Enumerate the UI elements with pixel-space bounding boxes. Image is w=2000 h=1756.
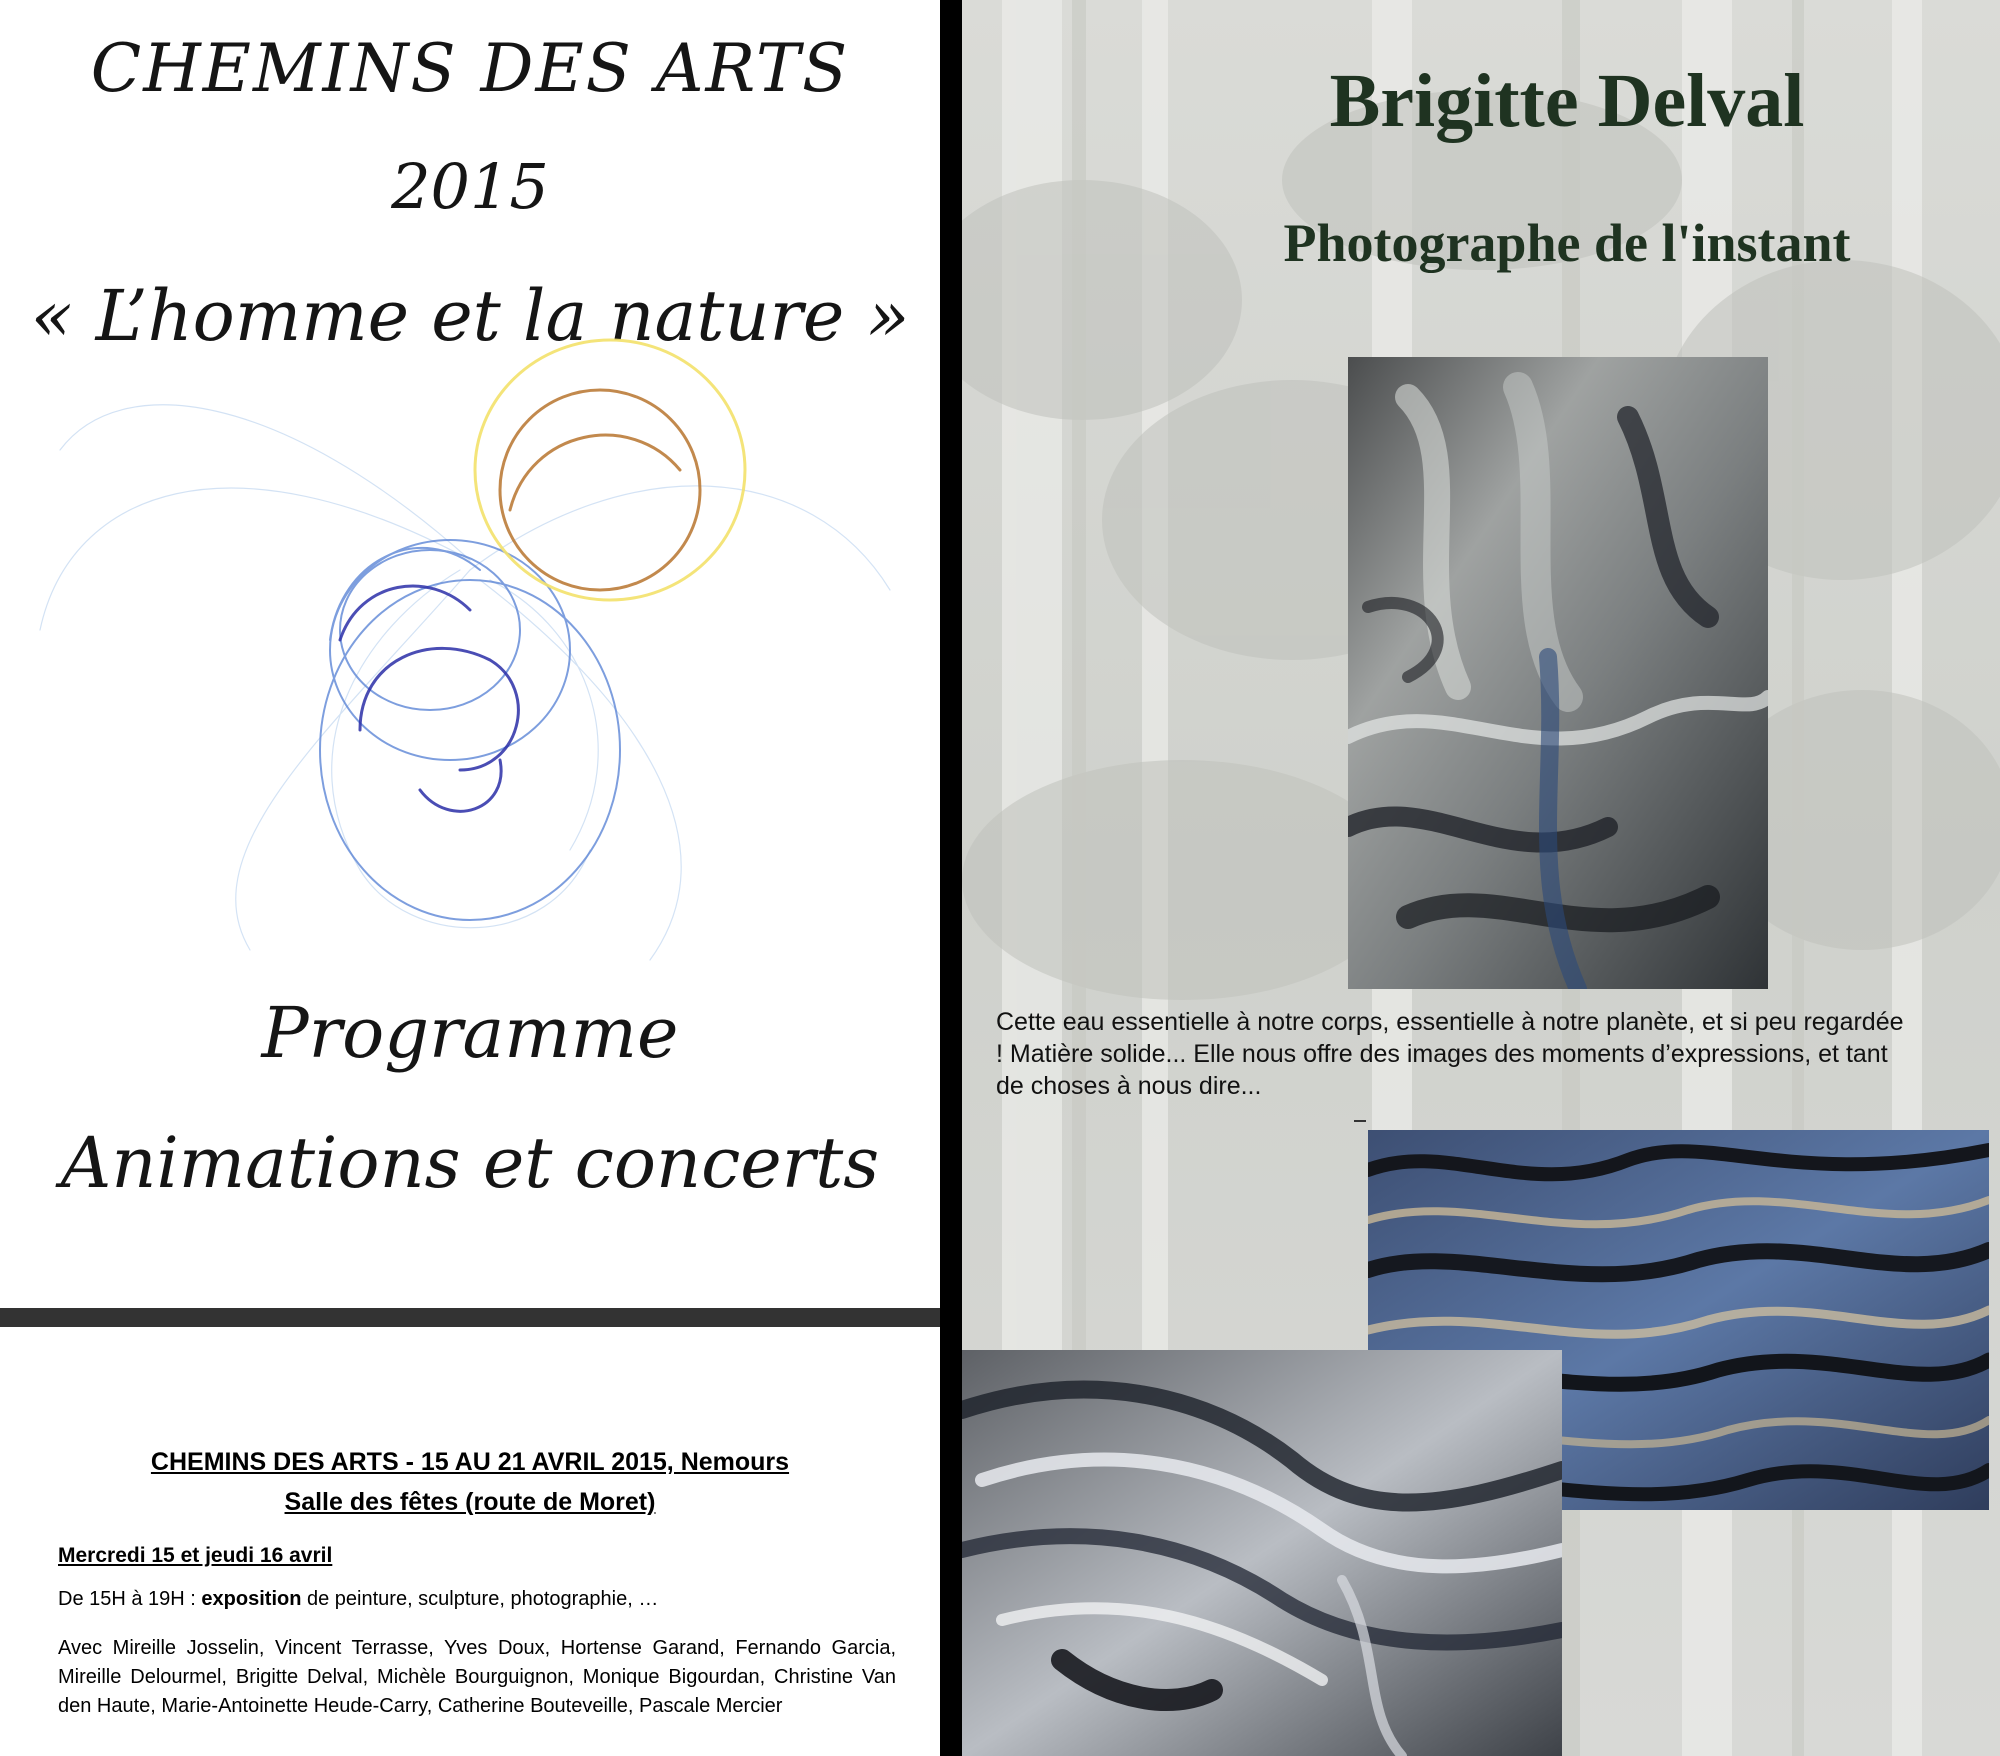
- cover-theme: « L’homme et la nature »: [30, 275, 910, 357]
- photo-caption: Cette eau essentielle à notre corps, essentielle à notre planète, et si peu regardée ! Matière solide... Elle nous offre des images des moments d’expressions, et tant de choses à nous dire...: [996, 1008, 1904, 1100]
- programme-heading: CHEMINS DES ARTS - 15 AU 21 AVRIL 2015, Nemours: [150, 1448, 790, 1476]
- artist-subtitle: Photographe de l'instant: [1283, 213, 1851, 273]
- water-photo-1: [1348, 357, 1768, 989]
- cover-title: CHEMINS DES ARTS: [90, 30, 850, 107]
- programme-artists: Avec Mireille Josselin, Vincent Terrasse, Yves Doux, Hortense Garand, Fernando Garcia, Mireille Delourmel, Brigitte Delval, Michèle Bourguignon, Monique Bigourdan, Christine Van den Haute, Marie-Antoinette Heude-Carry, Catherine Bouteveille, Pascale Mercier: [58, 1637, 896, 1717]
- programme-venue: Salle des fêtes (route de Moret): [284, 1488, 656, 1516]
- programme-day: Mercredi 15 et jeudi 16 avril: [58, 1544, 333, 1567]
- page-spine: [940, 0, 962, 1756]
- caption-dash: [1354, 1120, 1366, 1122]
- panel-divider: [0, 1308, 940, 1327]
- artist-name: Brigitte Delval: [1329, 59, 1805, 143]
- hours-bold: exposition: [201, 1588, 302, 1610]
- cover-year: 2015: [391, 150, 549, 223]
- hours-suffix: de peinture, sculpture, photographie, …: [301, 1588, 659, 1610]
- fractal-swirl-image: [30, 330, 910, 970]
- cover-animations: Animations et concerts: [60, 1122, 880, 1204]
- programme-hours: [58, 1588, 658, 1611]
- hours-prefix: De 15H à 19H :: [58, 1588, 202, 1610]
- water-photo-3: [962, 1350, 1562, 1756]
- cover-programme: Programme: [261, 992, 679, 1074]
